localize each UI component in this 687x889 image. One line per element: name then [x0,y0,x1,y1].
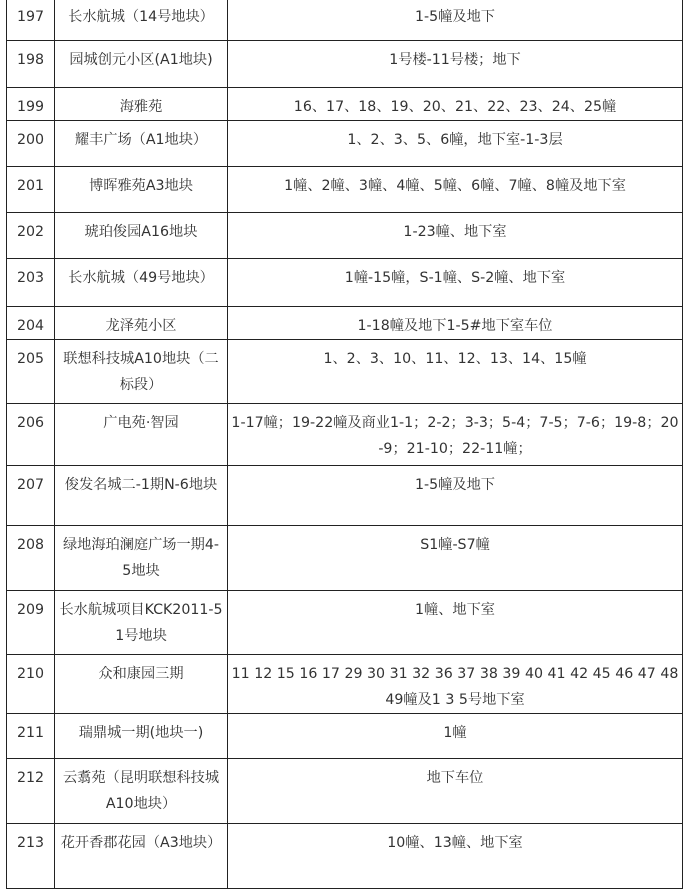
building-list: 1-5幢及地下 [228,466,683,526]
building-list: 1-17幢；19-22幢及商业1-1；2-2；3-3；5-4；7-5；7-6；19-8；20-9；21-10；22-11幢； [228,404,683,466]
building-list: 1、2、3、10、11、12、13、14、15幢 [228,340,683,404]
row-number: 210 [7,655,55,714]
building-list: 16、17、18、19、20、21、22、23、24、25幢 [228,88,683,121]
building-list: 1幢-15幢，S-1幢、S-2幢、地下室 [228,259,683,307]
table-row [7,213,683,259]
table-row [7,167,683,213]
building-list: 10幢、13幢、地下室 [228,824,683,889]
table-row [7,307,683,340]
building-list: 1-18幢及地下1-5#地下室车位 [228,307,683,340]
project-name: 海雅苑 [55,88,228,121]
row-number: 209 [7,591,55,655]
row-number: 208 [7,526,55,591]
row-number: 202 [7,213,55,259]
table-row [7,759,683,824]
row-number: 204 [7,307,55,340]
project-name: 长水航城项目KCK2011-51号地块 [55,591,228,655]
row-number: 211 [7,714,55,759]
row-number: 206 [7,404,55,466]
row-number: 205 [7,340,55,404]
project-name: 耀丰广场（A1地块） [55,121,228,167]
row-number: 199 [7,88,55,121]
project-name: 琥珀俊园A16地块 [55,213,228,259]
project-name: 众和康园三期 [55,655,228,714]
row-number: 203 [7,259,55,307]
table-row [7,121,683,167]
project-name: 俊发名城二-1期N-6地块 [55,466,228,526]
table-row [7,88,683,121]
building-list: 1号楼-11号楼；地下 [228,41,683,88]
building-list: 1幢 [228,714,683,759]
table-row [7,340,683,404]
row-number: 198 [7,41,55,88]
table-row [7,591,683,655]
project-name: 云翥苑（昆明联想科技城A10地块） [55,759,228,824]
table-row [7,526,683,591]
project-name: 广电苑·智园 [55,404,228,466]
table-row [7,655,683,714]
building-list: 11 12 15 16 17 29 30 31 32 36 37 38 39 40 41 42 45 46 47 48 49幢及1 3 5号地下室 [228,655,683,714]
building-list: 1幢、地下室 [228,591,683,655]
project-name: 龙泽苑小区 [55,307,228,340]
project-name: 瑞鼎城一期(地块一) [55,714,228,759]
building-list: 1、2、3、5、6幢，地下室-1-3层 [228,121,683,167]
project-name: 长水航城（14号地块） [55,0,228,41]
project-name: 绿地海珀澜庭广场一期4-5地块 [55,526,228,591]
table-row [7,466,683,526]
row-number: 212 [7,759,55,824]
row-number: 207 [7,466,55,526]
project-name: 花开香郡花园（A3地块） [55,824,228,889]
building-list: 1-5幢及地下 [228,0,683,41]
project-name: 长水航城（49号地块） [55,259,228,307]
table-row [7,404,683,466]
building-list: 地下车位 [228,759,683,824]
building-list: 1-23幢、地下室 [228,213,683,259]
row-number: 201 [7,167,55,213]
project-name: 联想科技城A10地块（二标段） [55,340,228,404]
table-row [7,824,683,889]
table-row [7,714,683,759]
project-name: 园城创元小区(A1地块) [55,41,228,88]
table-row [7,41,683,88]
project-name: 博晖雅苑A3地块 [55,167,228,213]
row-number: 200 [7,121,55,167]
table-row [7,0,683,41]
table-row [7,259,683,307]
building-list: S1幢-S7幢 [228,526,683,591]
project-table [6,0,683,889]
building-list: 1幢、2幢、3幢、4幢、5幢、6幢、7幢、8幢及地下室 [228,167,683,213]
row-number: 213 [7,824,55,889]
row-number: 197 [7,0,55,41]
